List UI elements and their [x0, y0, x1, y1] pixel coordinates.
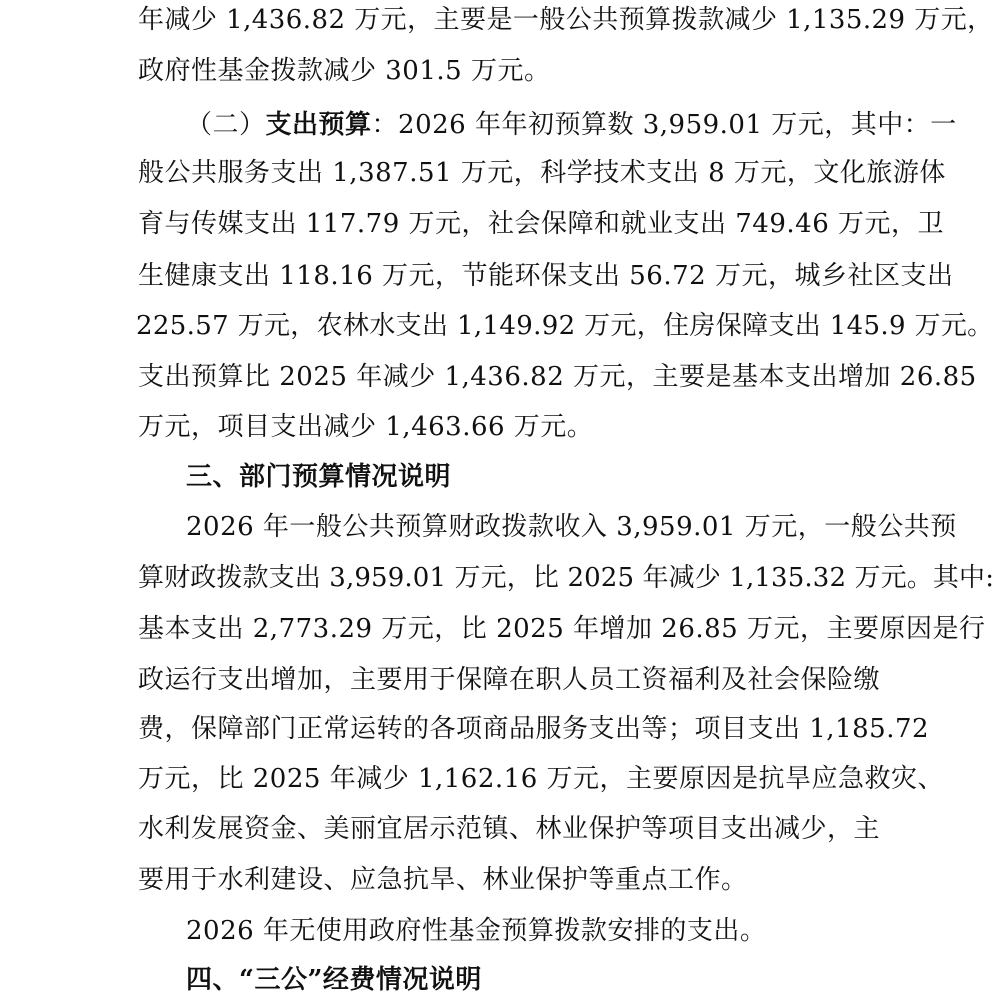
text-line: 225.57 万元，农林水支出 1,149.92 万元，住房保障支出 145.9 万元。 — [136, 311, 994, 341]
text-line: 费，保障部门正常运转的各项商品服务支出等；项目支出 1,185.72 — [138, 714, 930, 744]
text-line: 要用于水利建设、应急抗旱、林业保护等重点工作。 — [138, 865, 748, 895]
subheading-line — [186, 101, 957, 149]
text-line: 支出预算：2026 年年初预算数 3,959.01 万元，其中：一 — [265, 110, 957, 140]
text-line: 育与传媒支出 117.79 万元，社会保障和就业支出 749.46 万元，卫 — [138, 209, 945, 239]
text-line: 政府性基金拨款减少 301.5 万元。 — [138, 56, 551, 86]
text-line: 2026 年一般公共预算财政拨款收入 3,959.01 万元，一般公共预 — [186, 512, 957, 542]
section-heading: 四、“三公”经费情况说明 — [186, 965, 482, 995]
text-line: 年减少 1,436.82 万元，主要是一般公共预算拨款减少 1,135.29 万元， — [138, 5, 994, 35]
text-line: 政运行支出增加，主要用于保障在职人员工资福利及社会保险缴 — [138, 665, 881, 695]
text-line: 2026 年无使用政府性基金预算拨款安排的支出。 — [186, 916, 767, 946]
text-line: 基本支出 2,773.29 万元，比 2025 年增加 26.85 万元，主要原因是行 — [138, 614, 986, 644]
subheading-prefix: （二） — [186, 110, 266, 140]
text-line: 般公共服务支出 1,387.51 万元，科学技术支出 8 万元，文化旅游体 — [138, 158, 946, 188]
text-line: 支出预算比 2025 年减少 1,436.82 万元，主要是基本支出增加 26.85 — [138, 362, 977, 392]
text-line: 算财政拨款支出 3,959.01 万元，比 2025 年减少 1,135.32 万元。其中: — [138, 563, 995, 593]
text-line: 生健康支出 118.16 万元，节能环保支出 56.72 万元，城乡社区支出 — [138, 261, 954, 291]
section-heading: 三、部门预算情况说明 — [186, 462, 452, 492]
text-line: 万元，比 2025 年减少 1,162.16 万元，主要原因是抗旱应急救灾、 — [138, 764, 945, 794]
text-line: 万元，项目支出减少 1,463.66 万元。 — [138, 412, 594, 442]
text-line: 水利发展资金、美丽宜居示范镇、林业保护等项目支出减少，主 — [138, 814, 881, 844]
subheading-label: 支出预算 — [265, 110, 372, 140]
